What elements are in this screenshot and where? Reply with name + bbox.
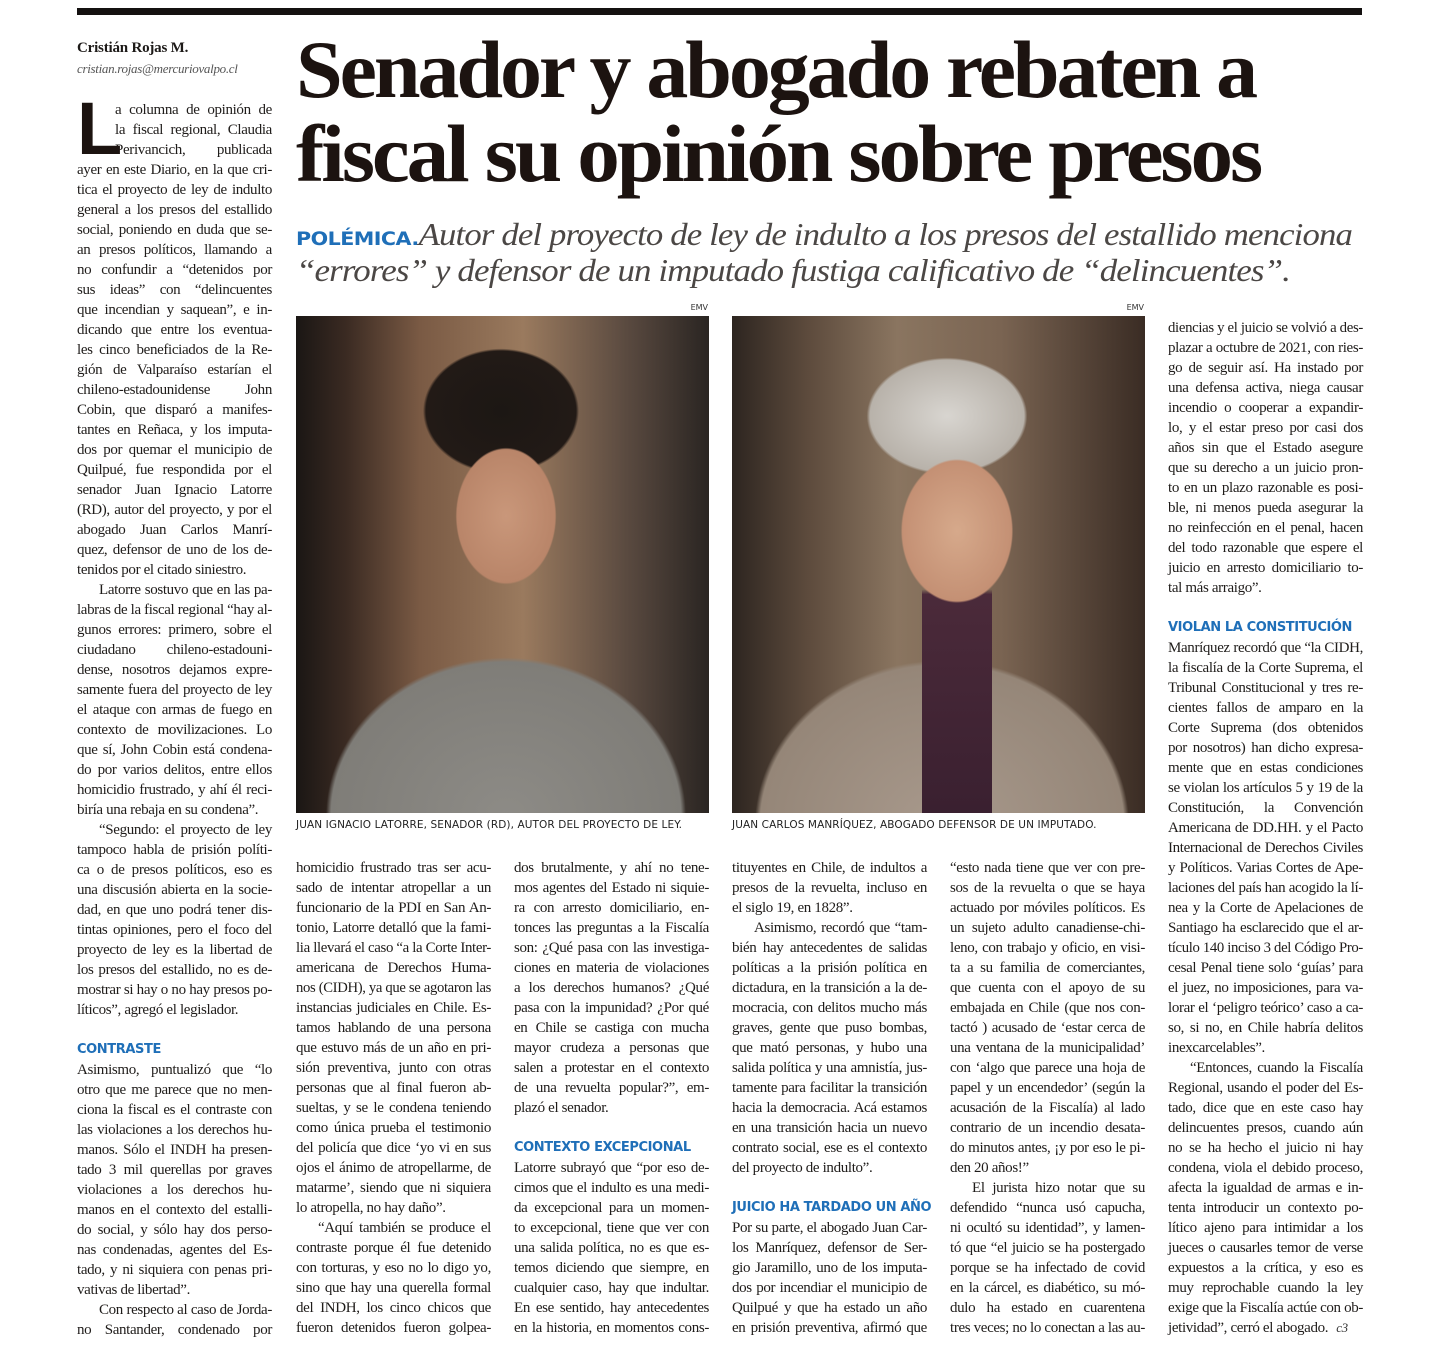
text-line: Manríquez recordó que “la CIDH, bbox=[1168, 640, 1363, 656]
top-rule bbox=[77, 8, 1362, 15]
spacer bbox=[514, 1118, 709, 1138]
text-line: cientes fallos de amparo en la bbox=[1168, 700, 1363, 716]
text-line: Latorre subrayó que “por eso de- bbox=[514, 1160, 709, 1176]
text-line: son: ¿Qué pasa con las investiga- bbox=[514, 940, 709, 956]
deck-line: “errores” y defensor de un imputado fustiga calificativo de “delincuentes”. bbox=[296, 252, 1290, 288]
text-line: tículo 140 inciso 3 del Código Pro- bbox=[1168, 940, 1363, 956]
text-line: expuestos a la crítica, y eso es bbox=[1168, 1260, 1363, 1276]
text-line: que mató personas, y hubo una bbox=[732, 1040, 927, 1056]
text-line: en la historia, en momentos cons- bbox=[514, 1320, 709, 1336]
text-line: una discusión abierta en la socie- bbox=[77, 882, 272, 898]
text-line: cimos que el indulto es una medi- bbox=[514, 1180, 709, 1196]
text-line: “Aquí también se produce el bbox=[318, 1220, 491, 1236]
text-line: en la cárcel, es diabético, su mó- bbox=[950, 1280, 1145, 1296]
text-line: papel y un encendedor’ (según la bbox=[950, 1080, 1145, 1096]
text-line: cualquier caso, hay que indultar. bbox=[514, 1280, 709, 1296]
text-line: una defensa activa, niega causar bbox=[1168, 380, 1363, 396]
text-line: jetividad”, cerró el abogado.c3 bbox=[1168, 1318, 1363, 1338]
text-line: a columna de opinión de bbox=[115, 102, 272, 118]
text-line: mocracia, con delitos mucho más bbox=[732, 1000, 927, 1016]
text-line: muy reprochable cuando la ley bbox=[1168, 1280, 1363, 1296]
text-line: tenta introducir un contexto po- bbox=[1168, 1200, 1363, 1216]
text-line: tactó ) acusado de ‘estar cerca de bbox=[950, 1020, 1145, 1036]
text-line: sino que hay una querella formal bbox=[296, 1280, 491, 1296]
drop-cap: L bbox=[77, 87, 122, 170]
photo-credit: EMV bbox=[1126, 303, 1144, 312]
text-line: ra con arresto domiciliario, en- bbox=[514, 900, 709, 916]
text-line: el siglo 19, en 1828”. bbox=[732, 900, 853, 916]
text-line: tal más arraigo”. bbox=[1168, 580, 1262, 596]
headline-line: Senador y abogado rebaten a bbox=[296, 24, 1255, 115]
paragraph bbox=[296, 1218, 491, 1338]
text-line: pasa con la impunidad? ¿Por qué bbox=[514, 1000, 709, 1016]
text-line: go de seguir así. Ha instado por bbox=[1168, 360, 1363, 376]
text-line: acusación de la Fiscalía) al lado bbox=[950, 1100, 1145, 1116]
text-line: proyecto de ley es la libertad de bbox=[77, 942, 272, 958]
headline bbox=[296, 24, 1260, 199]
text-line: una ventana de la municipalidad’ bbox=[950, 1040, 1145, 1056]
article-column-6 bbox=[1168, 318, 1363, 1338]
section-subheading: JUICIO HA TARDADO UN AÑO bbox=[732, 1200, 932, 1215]
text-line: Latorre sostuvo que en las pa- bbox=[99, 582, 272, 598]
paragraph bbox=[77, 1300, 272, 1340]
text-line: Asimismo, puntualizó que “lo bbox=[77, 1062, 272, 1078]
text-line: diencias y el juicio se volvió a des- bbox=[1168, 320, 1363, 336]
text-line: do minutos antes, ¡y por eso le pi- bbox=[950, 1140, 1145, 1156]
text-line: to excepcional, tiene que ver con bbox=[514, 1220, 709, 1236]
text-line: do por varios delitos, entre ellos bbox=[77, 762, 272, 778]
text-line: quez, defensor de uno de los de- bbox=[77, 542, 272, 558]
photo-caption: JUAN CARLOS MANRÍQUEZ, ABOGADO DEFENSOR DE UN IMPUTADO. bbox=[732, 819, 1097, 831]
text-line: so, si no, en Chile habría delitos bbox=[1168, 1020, 1363, 1036]
text-line: tado 3 mil querellas por graves bbox=[77, 1162, 272, 1178]
text-line: otro que me parece que no men- bbox=[77, 1082, 272, 1098]
text-line: dulo ha estado en cuarentena bbox=[950, 1300, 1145, 1316]
deck-kicker: POLÉMICA. bbox=[296, 228, 419, 250]
text-line: afecta la igualdad de armas e in- bbox=[1168, 1180, 1363, 1196]
article-column-5 bbox=[950, 858, 1145, 1338]
paragraph bbox=[514, 858, 709, 1118]
text-line: nos (CIDH), ya que se agotaron las bbox=[296, 980, 491, 996]
paragraph bbox=[732, 1218, 927, 1338]
text-line: samente fuera del proyecto de ley bbox=[77, 682, 272, 698]
text-line: de una revuelta popular?”, em- bbox=[514, 1080, 709, 1096]
text-line: en una transición hacia un nuevo bbox=[732, 1120, 927, 1136]
text-line: do social, y sólo hay dos perso- bbox=[77, 1222, 272, 1238]
text-line: el ataque con armas de fuego en bbox=[77, 702, 272, 718]
text-line: nea y la Corte de Apelaciones de bbox=[1168, 900, 1363, 916]
text-line: exige que la Fiscalía actúe con ob- bbox=[1168, 1300, 1363, 1316]
text-line: no Santander, condenado por bbox=[77, 1322, 272, 1338]
text-line: ciones en materia de violaciones bbox=[514, 960, 709, 976]
photo-credit: EMV bbox=[690, 303, 708, 312]
text-line: mos agentes del Estado ni siquie- bbox=[514, 880, 709, 896]
text-line: mayor crudeza a personas que bbox=[514, 1040, 709, 1056]
section-subheading: VIOLAN LA CONSTITUCIÓN bbox=[1168, 620, 1353, 635]
text-line: no se ha hecho el juicio ni hay bbox=[1168, 1140, 1363, 1156]
text-line: “esto nada tiene que ver con pre- bbox=[950, 860, 1145, 876]
paragraph bbox=[950, 1178, 1145, 1338]
text-line: lo atropella, no hay daño”. bbox=[296, 1200, 446, 1216]
paragraph bbox=[514, 1158, 709, 1338]
paragraph bbox=[77, 87, 272, 580]
text-line: instancias judiciales en Chile. Es- bbox=[296, 1000, 491, 1016]
photo-juan-carlos-manriquez bbox=[732, 316, 1145, 813]
text-line: leno, con trabajo y oficio, en visi- bbox=[950, 940, 1145, 956]
text-line: (RD), autor del proyecto, y por el bbox=[77, 502, 272, 518]
text-line: manos. Sólo el INDH ha presen- bbox=[77, 1142, 272, 1158]
text-line: Regional, usando el poder del Es- bbox=[1168, 1080, 1363, 1096]
text-line: funcionario de la PDI en San An- bbox=[296, 900, 491, 916]
spacer bbox=[1168, 598, 1363, 618]
paragraph bbox=[77, 1060, 272, 1300]
text-line: general a los presos del estallido bbox=[77, 202, 272, 218]
text-line: sueltas, y se le condena teniendo bbox=[296, 1100, 491, 1116]
text-line: que estuvo más de un año en pri- bbox=[296, 1040, 491, 1056]
text-line: con ‘algo que parece una hoja de bbox=[950, 1060, 1145, 1076]
spacer bbox=[732, 1178, 927, 1198]
text-line: del INDH, los cinco chicos que bbox=[296, 1300, 491, 1316]
text-line: les cinco beneficiados de la Re- bbox=[77, 342, 272, 358]
text-line: Perivancich, publicada bbox=[115, 142, 272, 158]
text-line: actuado por móviles políticos. Es bbox=[950, 900, 1145, 916]
text-line: labras de la fiscal regional “hay al- bbox=[77, 602, 272, 618]
text-line: que sí, John Cobin está condena- bbox=[77, 742, 272, 758]
text-line: Por su parte, el abogado Juan Car- bbox=[732, 1220, 927, 1236]
text-line: dense, nosotros dejamos expre- bbox=[77, 662, 272, 678]
section-subheading: CONTRASTE bbox=[77, 1042, 161, 1057]
text-line: homicidio frustrado tras ser acu- bbox=[296, 860, 491, 876]
paragraph bbox=[296, 858, 491, 1218]
text-line: en Chile se castiga con mucha bbox=[514, 1020, 709, 1036]
text-line: sos de la revuelta o que se haya bbox=[950, 880, 1145, 896]
text-line: no confundir a “detenidos por bbox=[77, 262, 272, 278]
text-line: ta a su familia de comerciantes, bbox=[950, 960, 1145, 976]
text-line: Constitución, la Convención bbox=[1168, 800, 1363, 816]
text-line: la fiscal regional, Claudia bbox=[115, 122, 272, 138]
text-line: gio Jaramillo, uno de los imputa- bbox=[732, 1260, 927, 1276]
text-line: sus ideas” con “delincuentes bbox=[77, 282, 272, 298]
article-column-3 bbox=[514, 858, 709, 1338]
headline-line: fiscal su opinión sobre presos bbox=[296, 108, 1260, 199]
text-line: embajada en Chile (que nos con- bbox=[950, 1000, 1145, 1016]
text-line: un sujeto adulto canadiense-chi- bbox=[950, 920, 1145, 936]
text-line: Corte Suprema (dos obtenidos bbox=[1168, 720, 1363, 736]
text-line: den 20 años!” bbox=[950, 1160, 1029, 1176]
text-line: ciona la fiscal es el contraste con bbox=[77, 1102, 272, 1118]
text-line: sado de intentar atropellar a un bbox=[296, 880, 491, 896]
text-line: americana de Derechos Huma- bbox=[296, 960, 491, 976]
text-line: lia llevará el caso “a la Corte Inter- bbox=[296, 940, 491, 956]
text-line: por nosotros) han dicho expresa- bbox=[1168, 740, 1363, 756]
text-line: tado, y ni siquiera con penas pri- bbox=[77, 1262, 272, 1278]
text-line: matarme’, siendo que ni siquiera bbox=[296, 1180, 491, 1196]
deck bbox=[296, 216, 1352, 288]
text-line: dos brutalmente, y ahí no tene- bbox=[514, 860, 709, 876]
text-line: da excepcional para un momen- bbox=[514, 1200, 709, 1216]
text-line: tantes en Reñaca, y los imputa- bbox=[77, 422, 272, 438]
text-line: que incendian y saquean”, e in- bbox=[77, 302, 272, 318]
text-line: Quilpué y que ha estado un año bbox=[732, 1300, 927, 1316]
text-line: los Manríquez, defensor de Ser- bbox=[732, 1240, 927, 1256]
text-line: salen a protestar en el contexto bbox=[514, 1060, 709, 1076]
text-line: contrato social, ese es el contexto bbox=[732, 1140, 927, 1156]
text-line: contexto de movilizaciones. Lo bbox=[77, 722, 272, 738]
paragraph bbox=[1168, 638, 1363, 1058]
text-line: tado, dice que en este caso hay bbox=[1168, 1100, 1363, 1116]
text-line: mostrar si hay o no hay presos po- bbox=[77, 982, 272, 998]
paragraph bbox=[732, 858, 927, 918]
text-line: ble, ni menos pueda asegurar la bbox=[1168, 500, 1363, 516]
spacer bbox=[77, 1020, 272, 1040]
text-line: condena, viola el debido proceso, bbox=[1168, 1160, 1363, 1176]
text-line: ni ocultó su identidad”, y lamen- bbox=[950, 1220, 1145, 1236]
text-line: violaciones a los derechos hu- bbox=[77, 1182, 272, 1198]
text-line: del proyecto de indulto”. bbox=[732, 1160, 873, 1176]
text-line: senador Juan Ignacio Latorre bbox=[77, 482, 272, 498]
text-line: Santiago ha esclarecido que el ar- bbox=[1168, 920, 1363, 936]
text-line: social, poniendo en duda que se- bbox=[77, 222, 272, 238]
paragraph bbox=[1168, 318, 1363, 598]
text-line: se violan los artículos 5 y 19 de la bbox=[1168, 780, 1363, 796]
text-line: personas que al final fueron ab- bbox=[296, 1080, 491, 1096]
text-line: bién hay antecedentes de salidas bbox=[732, 940, 927, 956]
paragraph bbox=[950, 858, 1145, 1178]
text-line: Americana de DD.HH. y el Pacto bbox=[1168, 820, 1363, 836]
text-line: El jurista hizo notar que su bbox=[972, 1180, 1145, 1196]
text-line: dicando que entre los eventua- bbox=[77, 322, 272, 338]
text-line: líticos”, agregó el legislador. bbox=[77, 1002, 239, 1018]
text-line: delincuentes presos, cuando aún bbox=[1168, 1120, 1363, 1136]
text-line: tituyentes en Chile, de indultos a bbox=[732, 860, 927, 876]
text-line: biría una rebaja en su condena”. bbox=[77, 802, 259, 818]
text-line: lorar el ‘peligro teórico’ caso a ca- bbox=[1168, 1000, 1363, 1016]
deck-line: POLÉMICA.Autor del proyecto de ley de indulto a los presos del estallido menciona bbox=[296, 216, 1352, 252]
text-line: del todo razonable que espere el bbox=[1168, 540, 1363, 556]
text-line: ciudadano chileno-estadouni- bbox=[77, 642, 272, 658]
text-line: no reinfección en el penal, hacen bbox=[1168, 520, 1363, 536]
text-line: una salida política, no es que es- bbox=[514, 1240, 709, 1256]
paragraph bbox=[732, 918, 927, 1178]
text-line: chileno-estadounidense John bbox=[77, 382, 272, 398]
text-line: incendio o cooperar a expandir- bbox=[1168, 400, 1363, 416]
text-line: En ese sentido, hay antecedentes bbox=[514, 1300, 709, 1316]
article-column-1 bbox=[77, 87, 272, 1340]
text-line: tenidos por el citado siniestro. bbox=[77, 562, 247, 578]
text-line: porque se ha infectado de covid bbox=[950, 1260, 1145, 1276]
text-line: tó que “el juicio se ha postergado bbox=[950, 1240, 1145, 1256]
text-line: Quilpué, fue respondida por el bbox=[77, 462, 272, 478]
text-line: tamos hablando de una persona bbox=[296, 1020, 491, 1036]
text-line: lítico ajeno para intimidar a los bbox=[1168, 1220, 1363, 1236]
text-line: que cuenta con el apoyo de su bbox=[950, 980, 1145, 996]
text-line: Internacional de Derechos Civiles bbox=[1168, 840, 1363, 856]
text-line: inexcarcelables”. bbox=[1168, 1040, 1265, 1056]
text-line: nas condenadas, agentes del Es- bbox=[77, 1242, 272, 1258]
end-of-article-icon bbox=[1336, 1318, 1348, 1338]
text-line: laciones del país han acogido la lí- bbox=[1168, 880, 1363, 896]
text-line: dos por quemar el municipio de bbox=[77, 442, 272, 458]
text-line: las violaciones a los derechos hu- bbox=[77, 1122, 272, 1138]
section-subheading: CONTEXTO EXCEPCIONAL bbox=[514, 1140, 691, 1155]
text-line: tres veces; no lo conectan a las au- bbox=[950, 1320, 1145, 1336]
text-line: tica el proyecto de ley de indulto bbox=[77, 182, 272, 198]
photo-caption: JUAN IGNACIO LATORRE, SENADOR (RD), AUTOR DEL PROYECTO DE LEY. bbox=[296, 819, 683, 831]
text-line: ayer en este Diario, en la que cri- bbox=[77, 162, 272, 178]
article-column-2 bbox=[296, 858, 491, 1338]
text-line: con torturas, y eso no lo digo yo, bbox=[296, 1260, 491, 1276]
text-line: manos en el contexto del estalli- bbox=[77, 1202, 272, 1218]
text-line: sión preventiva, junto con otras bbox=[296, 1060, 491, 1076]
text-line: ca o de presos políticos, eso es bbox=[77, 862, 272, 878]
text-line: los presos del estallido, no es de- bbox=[77, 962, 272, 978]
text-line: contraste porque él fue detenido bbox=[296, 1240, 491, 1256]
text-line: tintas opiniones, pero el foco del bbox=[77, 922, 272, 938]
text-line: como única prueba el testimonio bbox=[296, 1120, 491, 1136]
text-line: dictadura, en la transición a la de- bbox=[732, 980, 927, 996]
byline bbox=[77, 40, 277, 77]
text-line: tampoco habla de prisión políti- bbox=[77, 842, 272, 858]
text-line: del policía que dice ‘yo vi en sus bbox=[296, 1140, 491, 1156]
text-line: plazar a octubre de 2021, con ries- bbox=[1168, 340, 1363, 356]
paragraph bbox=[1168, 1058, 1363, 1338]
text-line: la fiscalía de la Corte Suprema, el bbox=[1168, 660, 1363, 676]
text-line: políticas a la prisión política en bbox=[732, 960, 927, 976]
text-line: Cobin, que disparó a manifes- bbox=[77, 402, 272, 418]
text-line: jueces o causarles temor de verse bbox=[1168, 1240, 1363, 1256]
text-line: cesal Penal tiene solo ‘guías’ para bbox=[1168, 960, 1363, 976]
author-name: Cristián Rojas M. bbox=[77, 40, 189, 56]
text-line: defendido “nunca usó capucha, bbox=[950, 1200, 1145, 1216]
paragraph bbox=[77, 580, 272, 820]
text-line: y Políticos. Varias Cortes de Ape- bbox=[1168, 860, 1363, 876]
text-line: el juez, no imposiciones, para va- bbox=[1168, 980, 1363, 996]
text-line: Asimismo, recordó que “tam- bbox=[754, 920, 927, 936]
text-line: dad, en que uno podrá tener dis- bbox=[77, 902, 272, 918]
text-line: dos por incendiar el municipio de bbox=[732, 1280, 927, 1296]
paragraph bbox=[77, 820, 272, 1020]
text-line: plazó el senador. bbox=[514, 1100, 609, 1116]
text-line: an presos políticos, llamando a bbox=[77, 242, 272, 258]
text-line: tonio, Latorre detalló que la fami- bbox=[296, 920, 491, 936]
text-line: presos de la revuelta, incluso en bbox=[732, 880, 927, 896]
text-line: ojos el ánimo de atropellarme, de bbox=[296, 1160, 491, 1176]
text-line: graves, gente que puso bombas, bbox=[732, 1020, 927, 1036]
text-line: Con respecto al caso de Jorda- bbox=[99, 1302, 272, 1318]
text-line: gión de Valparaíso estarían el bbox=[77, 362, 272, 378]
text-line: años sin que el Estado asegure bbox=[1168, 440, 1363, 456]
text-line: abogado Juan Carlos Manrí- bbox=[77, 522, 272, 538]
text-line: lo, y el estar preso por casi dos bbox=[1168, 420, 1363, 436]
text-line: temos diciendo que siempre, en bbox=[514, 1260, 709, 1276]
text-line: hacia la democracia. Acá estamos bbox=[732, 1100, 927, 1116]
text-line: vativas de libertad”. bbox=[77, 1282, 191, 1298]
text-line: juicio en arresto domiciliario to- bbox=[1168, 560, 1363, 576]
text-line: “Entonces, cuando la Fiscalía bbox=[1190, 1060, 1363, 1076]
text-line: “Segundo: el proyecto de ley bbox=[99, 822, 272, 838]
text-line: mente que en estas condiciones bbox=[1168, 760, 1363, 776]
text-line: salida política y una amnistía, jus- bbox=[732, 1060, 927, 1076]
text-line: Tribunal Constitucional y tres re- bbox=[1168, 680, 1363, 696]
text-line: tonces las preguntas a la Fiscalía bbox=[514, 920, 709, 936]
text-line: tamente para facilitar la transición bbox=[732, 1080, 927, 1096]
text-line: to en un plazo razonable es posi- bbox=[1168, 480, 1363, 496]
text-line: homicidio frustrado, y ahí él reci- bbox=[77, 782, 272, 798]
text-line: fueron detenidos fueron golpea- bbox=[296, 1320, 491, 1336]
article-column-4 bbox=[732, 858, 932, 1338]
text-line: a los derechos humanos? ¿Qué bbox=[514, 980, 709, 996]
photo-juan-ignacio-latorre bbox=[296, 316, 709, 813]
text-line: en prisión preventiva, afirmó que bbox=[732, 1320, 927, 1336]
text-line: gunos errores: primero, sobre el bbox=[77, 622, 272, 638]
text-line: contrario de un incendio desata- bbox=[950, 1120, 1145, 1136]
author-email[interactable]: cristian.rojas@mercuriovalpo.cl bbox=[77, 61, 238, 76]
text-line: que su derecho a un juicio pron- bbox=[1168, 460, 1363, 476]
